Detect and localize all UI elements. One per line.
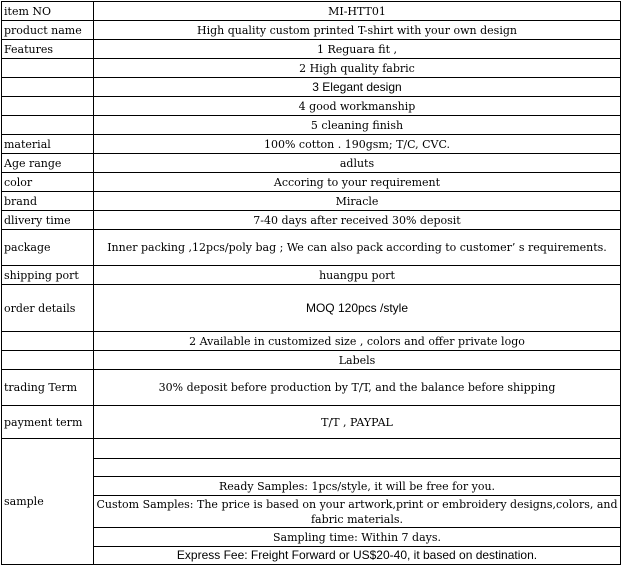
- table-row: [2, 370, 621, 406]
- table-row: [2, 116, 621, 135]
- trading-term-label: trading Term: [2, 370, 94, 406]
- empty-cell: [2, 332, 94, 351]
- shipping-port-label: shipping port: [2, 266, 94, 285]
- table-row: [2, 528, 621, 547]
- delivery-time-label: dlivery time: [2, 211, 94, 230]
- table-row: [2, 135, 621, 154]
- order-details-label: order details: [2, 285, 94, 332]
- table-row: [2, 496, 621, 528]
- express-fee-value: Express Fee: Freight Forward or US$20-40, it based on destination.: [94, 547, 621, 565]
- empty-cell: [2, 78, 94, 97]
- product-name-label: product name: [2, 21, 94, 40]
- feature-item: 3 Elegant design: [94, 78, 621, 97]
- table-row: [2, 285, 621, 332]
- table-row: [2, 21, 621, 40]
- table-row: [2, 59, 621, 78]
- age-range-value: adluts: [94, 154, 621, 173]
- feature-item: 5 cleaning finish: [94, 116, 621, 135]
- brand-label: brand: [2, 192, 94, 211]
- empty-cell: [2, 351, 94, 370]
- table-row: [2, 154, 621, 173]
- age-range-label: Age range: [2, 154, 94, 173]
- empty-cell: [2, 97, 94, 116]
- payment-term-value: T/T , PAYPAL: [94, 406, 621, 439]
- table-row: [2, 266, 621, 285]
- custom-samples-value: Custom Samples: The price is based on your artwork,print or embroidery designs,colors, and fabric materials.: [94, 496, 621, 528]
- empty-cell: [2, 116, 94, 135]
- feature-item: 4 good workmanship: [94, 97, 621, 116]
- table-row: [2, 40, 621, 59]
- table-row: [2, 192, 621, 211]
- product-name-value: High quality custom printed T-shirt with your own design: [94, 21, 621, 40]
- ready-samples-value: Ready Samples: 1pcs/style, it will be free for you.: [94, 477, 621, 496]
- table-row: [2, 173, 621, 192]
- table-row: [2, 2, 621, 21]
- color-label: color: [2, 173, 94, 192]
- empty-cell: [94, 439, 621, 459]
- delivery-time-value: 7-40 days after received 30% deposit: [94, 211, 621, 230]
- table-row: [2, 459, 621, 477]
- package-label: package: [2, 230, 94, 266]
- labels-value: Labels: [94, 351, 621, 370]
- color-value: Accoring to your requirement: [94, 173, 621, 192]
- material-value: 100% cotton . 190gsm; T/C, CVC.: [94, 135, 621, 154]
- payment-term-label: payment term: [2, 406, 94, 439]
- empty-cell: [2, 59, 94, 78]
- table-row: [2, 97, 621, 116]
- empty-cell: [94, 459, 621, 477]
- item-no-label: item NO: [2, 2, 94, 21]
- table-row: [2, 351, 621, 370]
- sample-label: sample: [2, 439, 94, 565]
- table-row: [2, 211, 621, 230]
- shipping-port-value: huangpu port: [94, 266, 621, 285]
- brand-value: Miracle: [94, 192, 621, 211]
- feature-item: 2 High quality fabric: [94, 59, 621, 78]
- table-row: [2, 439, 621, 459]
- package-value: Inner packing ,12pcs/poly bag ; We can also pack according to customer’ s requirements.: [94, 230, 621, 266]
- feature-item: 1 Reguara fit ,: [94, 40, 621, 59]
- table-row: [2, 78, 621, 97]
- item-no-value: MI-HTT01: [94, 2, 621, 21]
- order-details-value: MOQ 120pcs /style: [94, 285, 621, 332]
- table-row: [2, 477, 621, 496]
- table-row: [2, 230, 621, 266]
- trading-term-value: 30% deposit before production by T/T, and the balance before shipping: [94, 370, 621, 406]
- customization-value: 2 Available in customized size , colors and offer private logo: [94, 332, 621, 351]
- table-row: [2, 547, 621, 565]
- sampling-time-value: Sampling time: Within 7 days.: [94, 528, 621, 547]
- features-label: Features: [2, 40, 94, 59]
- table-row: [2, 406, 621, 439]
- product-spec-table: [1, 1, 621, 565]
- material-label: material: [2, 135, 94, 154]
- table-row: [2, 332, 621, 351]
